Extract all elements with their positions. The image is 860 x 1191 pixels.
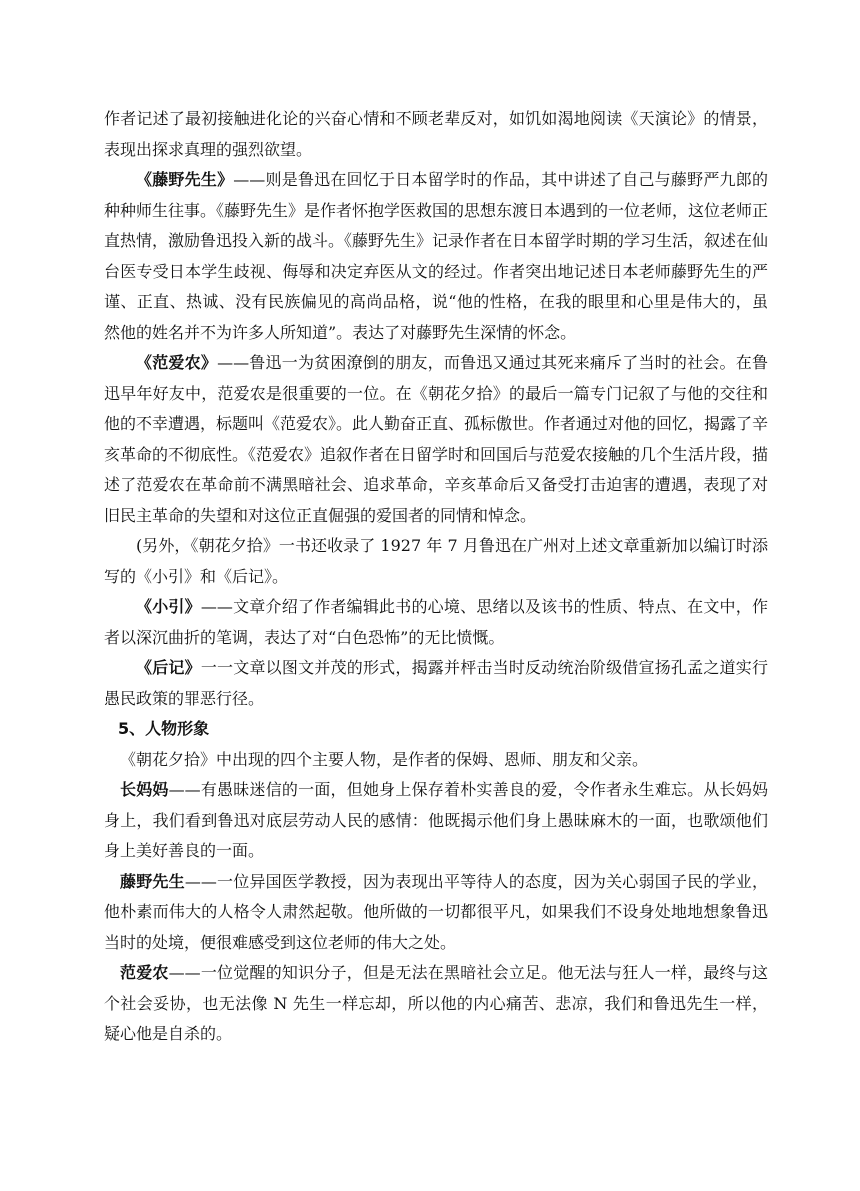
paragraph-text: ——一位觉醒的知识分子，但是无法在黑暗社会立足。他无法与狂人一样，最终与这个社会妥协，也无法像 N 先生一样忘却，所以他的内心痛苦、悲凉，我们和鲁迅先生一样，疑心他是自杀的。	[104, 963, 768, 1043]
character-name-fanainong: 范爱农	[120, 963, 169, 982]
essay-title-tengye: 《藤野先生》	[136, 170, 234, 189]
paragraph-text: ——则是鲁迅在回忆于日本留学时的作品，其中讲述了自己与藤野严九郎的种种师生往事。《藤野先生》是作者怀抱学医救国的思想东渡日本遇到的一位老师，这位老师正直热情，激励鲁迅投入新的战斗。《藤野先生》记录作者在日本留学时期的学习生活，叙述在仙台医专受日本学生歧视、侮辱和决定弃医从文的经过。作者突出地记述日本老师藤野先生的严谨、正直、热诚、没有民族偏见的高尚品格，说“他的性格，在我的眼里和心里是伟大的，虽然他的姓名并不为许多人所知道”。表达了对藤野先生深情的怀念。	[104, 170, 769, 342]
character-name-tengye: 藤野先生	[120, 871, 185, 891]
paragraph-text: ——鲁迅一为贫困潦倒的朋友，而鲁迅又通过其死来痛斥了当时的社会。在鲁迅早年好友中，范爱农是很重要的一位。在《朝花夕拾》的最后一篇专门记叙了与他的交往和他的不幸遭遇，标题叫《范爱农》。此人勤奋正直、孤标傲世。作者通过对他的回忆，揭露了辛亥革命的不彻底性。《范爱农》追叙作者在日留学时和回国后与范爱农接触的几个生活片段，描述了范爱农在革命前不满黑暗社会、追求革命，辛亥革命后又备受打击迫害的遭遇，表现了对旧民主革命的失望和对这位正直倔强的爱国者的同情和悼念。	[104, 353, 769, 525]
paragraph-tianyanlun	[104, 104, 768, 165]
section-heading: 5、人物形象	[118, 719, 210, 738]
paragraph-fanainong	[104, 348, 768, 531]
paragraph-text: (另外，《朝花夕拾》一书还收录了 1927 年 7 月鲁迅在广州对上述文章重新加以编订时添写的《小引》和《后记》。	[104, 536, 768, 586]
paragraph-characters-intro	[104, 745, 768, 776]
paragraph-tengye-character	[104, 867, 768, 959]
paragraph-fanainong-character	[104, 958, 768, 1050]
paragraph-tengye	[104, 165, 768, 348]
character-name-changmama: 长妈妈	[120, 780, 169, 799]
paragraph-xiaoyin	[104, 592, 768, 653]
paragraph-text: 一一文章以图文并茂的形式，揭露并枰击当时反动统治阶级借宣扬孔孟之道实行愚民政策的罪恶行径。	[104, 658, 768, 708]
paragraph-text: ——有愚昧迷信的一面，但她身上保存着朴实善良的爱，令作者永生难忘。从长妈妈身上，我们看到鲁迅对底层劳动人民的感情：他既揭示他们身上愚昧麻木的一面，也歌颂他们身上美好善良的一面。	[104, 780, 768, 860]
paragraph-note	[104, 531, 768, 592]
essay-title-fanainong: 《范爱农》	[136, 353, 218, 372]
paragraph-text: 作者记述了最初接触进化论的兴奋心情和不顾老辈反对，如饥如渴地阅读《天演论》的情景，表现出探求真理的强烈欲望。	[104, 109, 768, 159]
essay-title-xiaoyin: 《小引》	[136, 597, 201, 616]
paragraph-text: 《朝花夕拾》中出现的四个主要人物，是作者的保姆、恩师、朋友和父亲。	[120, 749, 649, 769]
paragraph-text: ——文章介绍了作者编辑此书的心境、思绪以及该书的性质、特点、在文中，作者以深沉曲折的笔调，表达了对“白色恐怖”的无比愤慨。	[104, 597, 768, 647]
paragraph-changmama	[104, 775, 768, 867]
paragraph-text: ——一位异国医学教授，因为表现出平等待人的态度，因为关心弱国子民的学业，他朴素而伟大的人格令人肃然起敬。他所做的一切都很平凡，如果我们不设身处地地想象鲁迅当时的处境，便很难感受到这位老师的伟大之处。	[104, 871, 768, 952]
paragraph-houji	[104, 653, 768, 714]
essay-title-houji: 《后记》	[136, 658, 201, 677]
